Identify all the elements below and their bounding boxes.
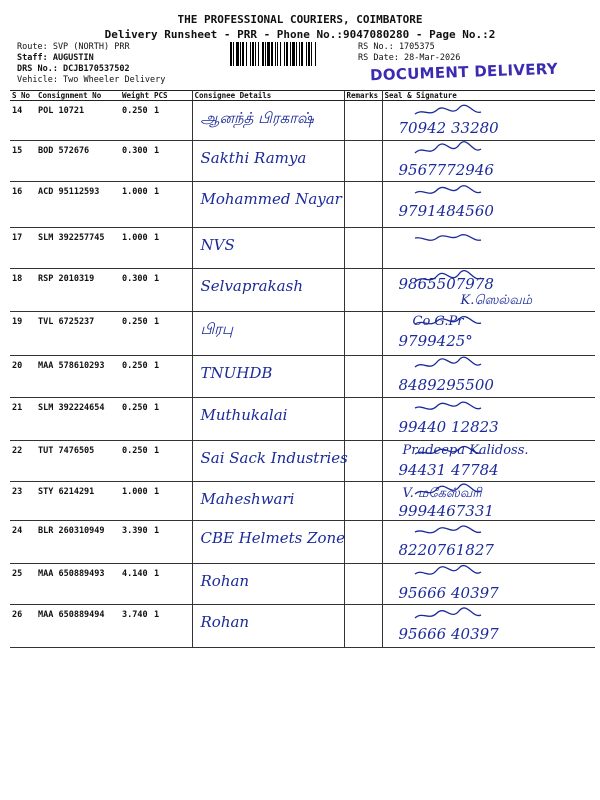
row-remarks xyxy=(344,269,382,312)
signature-scribble-icon xyxy=(413,182,483,200)
consignee-handwriting: பிரபு xyxy=(200,320,234,338)
row-signature-cell xyxy=(382,564,595,605)
row-consignment: STY 6214291 xyxy=(36,482,120,521)
row-remarks xyxy=(344,312,382,356)
col-consignee: Consignee Details xyxy=(192,91,344,101)
signature-scribble-icon xyxy=(413,356,483,374)
row-pcs: 1 xyxy=(152,269,192,312)
col-weight: Weight xyxy=(120,91,152,101)
consignee-handwriting: Rohan xyxy=(200,613,250,631)
row-weight: 0.250 xyxy=(120,441,152,482)
row-signature-cell xyxy=(382,441,595,482)
consignee-handwriting: Muthukalai xyxy=(200,406,288,424)
row-signature-cell xyxy=(382,398,595,441)
row-weight: 0.250 xyxy=(120,356,152,398)
table-row xyxy=(10,101,595,141)
row-sno: 16 xyxy=(10,182,36,228)
col-pcs: PCS xyxy=(152,91,192,101)
row-signature-cell xyxy=(382,182,595,228)
row-pcs: 1 xyxy=(152,312,192,356)
consignee-handwriting: TNUHDB xyxy=(200,364,273,382)
row-sno: 25 xyxy=(10,564,36,605)
row-weight: 1.000 xyxy=(120,182,152,228)
consignee-handwriting: ஆனந்த் பிரகாஷ் xyxy=(200,109,314,127)
rs-date-label: RS Date: 28-Mar-2026 xyxy=(358,53,461,63)
phone-handwriting: 99440 12823 xyxy=(398,418,499,436)
row-consignment: ACD 95112593 xyxy=(36,182,120,228)
row-pcs: 1 xyxy=(152,398,192,441)
row-consignee-cell xyxy=(192,605,344,648)
row-sno: 26 xyxy=(10,605,36,648)
row-signature-cell xyxy=(382,605,595,648)
signature-extra-handwriting: K.ஸெல்வம் xyxy=(460,293,533,308)
row-consignee-cell xyxy=(192,398,344,441)
row-sno: 21 xyxy=(10,398,36,441)
row-pcs: 1 xyxy=(152,605,192,648)
row-signature-cell xyxy=(382,228,595,269)
col-consignment: Consignment No xyxy=(36,91,120,101)
row-pcs: 1 xyxy=(152,482,192,521)
row-signature-cell xyxy=(382,269,595,312)
row-weight: 1.000 xyxy=(120,482,152,521)
row-sno: 14 xyxy=(10,101,36,141)
row-consignee-cell xyxy=(192,564,344,605)
phone-handwriting: 95666 40397 xyxy=(398,625,499,643)
row-consignee-cell xyxy=(192,312,344,356)
row-sno: 23 xyxy=(10,482,36,521)
signature-scribble-icon xyxy=(413,564,483,582)
consignee-handwriting: Sai Sack Industries xyxy=(200,449,348,467)
row-weight: 3.390 xyxy=(120,521,152,564)
row-remarks xyxy=(344,228,382,269)
vehicle-label: Vehicle: Two Wheeler Delivery xyxy=(17,75,166,85)
signature-extra-handwriting: Co G.Pr xyxy=(412,314,464,329)
row-remarks xyxy=(344,182,382,228)
row-consignment: MAA 578610293 xyxy=(36,356,120,398)
phone-handwriting: 8489295500 xyxy=(398,376,494,394)
row-sno: 18 xyxy=(10,269,36,312)
row-sno: 17 xyxy=(10,228,36,269)
phone-handwriting: 9994467331 xyxy=(398,502,494,520)
phone-handwriting: 95666 40397 xyxy=(398,584,499,602)
document-delivery-stamp: DOCUMENT DELIVERY xyxy=(369,59,559,85)
row-consignment: SLM 392257745 xyxy=(36,228,120,269)
signature-scribble-icon xyxy=(413,521,483,539)
row-remarks xyxy=(344,605,382,648)
consignee-handwriting: Selvaprakash xyxy=(200,277,303,295)
row-consignee-cell xyxy=(192,101,344,141)
table-row xyxy=(10,141,595,182)
phone-handwriting: 9791484560 xyxy=(398,202,494,220)
col-sno: S No xyxy=(10,91,36,101)
row-pcs: 1 xyxy=(152,182,192,228)
row-pcs: 1 xyxy=(152,564,192,605)
row-consignee-cell xyxy=(192,482,344,521)
row-consignee-cell xyxy=(192,441,348,482)
row-weight: 0.250 xyxy=(120,101,152,141)
signature-extra-handwriting: V. மகேஸ்வரி xyxy=(402,486,482,501)
phone-handwriting: 8220761827 xyxy=(398,541,494,559)
row-consignment: BLR 260310949 xyxy=(36,521,120,564)
row-weight: 0.300 xyxy=(120,141,152,182)
row-signature-cell xyxy=(382,482,595,521)
consignee-handwriting: Rohan xyxy=(200,572,250,590)
table-row xyxy=(10,356,595,398)
row-remarks xyxy=(344,141,382,182)
table-row xyxy=(10,564,595,605)
row-consignee-cell xyxy=(192,356,344,398)
phone-handwriting: 94431 47784 xyxy=(398,461,499,479)
rs-no-label: RS No.: 1705375 xyxy=(358,42,435,52)
signature-scribble-icon xyxy=(413,141,483,159)
row-weight: 1.000 xyxy=(120,228,152,269)
signature-scribble-icon xyxy=(413,398,483,416)
table-row xyxy=(10,398,595,441)
consignee-handwriting: CBE Helmets Zone xyxy=(200,529,346,547)
doc-subtitle: Delivery Runsheet - PRR - Phone No.:9047080280 - Page No.:2 xyxy=(104,28,496,41)
row-signature-cell xyxy=(382,356,595,398)
row-consignee-cell xyxy=(192,269,344,312)
row-weight: 0.300 xyxy=(120,269,152,312)
signature-extra-handwriting: Pradeepa Kalidoss. xyxy=(402,443,529,458)
delivery-table xyxy=(10,90,595,648)
row-consignment: MAA 650889494 xyxy=(36,605,120,648)
row-weight: 0.250 xyxy=(120,312,152,356)
table-row xyxy=(10,312,595,356)
row-remarks xyxy=(344,482,382,521)
table-row xyxy=(10,182,595,228)
consignee-handwriting: Maheshwari xyxy=(200,490,295,508)
barcode-image xyxy=(230,42,354,66)
row-consignment: TUT 7476505 xyxy=(36,441,120,482)
row-weight: 3.740 xyxy=(120,605,152,648)
table-row xyxy=(10,521,595,564)
row-consignment: POL 10721 xyxy=(36,101,120,141)
route-label: Route: SVP (NORTH) PRR xyxy=(17,42,130,52)
table-row xyxy=(10,269,595,312)
row-weight: 4.140 xyxy=(120,564,152,605)
consignee-handwriting: Sakthi Ramya xyxy=(200,149,307,167)
row-consignee-cell xyxy=(192,182,344,228)
row-pcs: 1 xyxy=(152,101,192,141)
row-remarks xyxy=(344,398,382,441)
row-remarks xyxy=(344,441,382,482)
row-remarks xyxy=(344,564,382,605)
col-remarks: Remarks xyxy=(344,91,382,101)
row-consignee-cell xyxy=(192,521,344,564)
row-sno: 19 xyxy=(10,312,36,356)
row-signature-cell xyxy=(382,312,595,356)
row-sno: 20 xyxy=(10,356,36,398)
table-header-row xyxy=(10,91,595,101)
consignee-handwriting: Mohammed Nayar xyxy=(200,190,342,208)
table-row xyxy=(10,441,595,482)
row-remarks xyxy=(344,521,382,564)
row-pcs: 1 xyxy=(152,356,192,398)
signature-scribble-icon xyxy=(413,228,483,246)
row-pcs: 1 xyxy=(152,441,192,482)
col-signature: Seal & Signature xyxy=(382,91,595,101)
row-signature-cell xyxy=(382,521,595,564)
row-consignee-cell xyxy=(192,141,344,182)
phone-handwriting: 70942 33280 xyxy=(398,119,499,137)
row-consignment: SLM 392224654 xyxy=(36,398,120,441)
row-consignment: RSP 2010319 xyxy=(36,269,120,312)
drs-label: DRS No.: DCJB170537502 xyxy=(17,64,130,74)
row-signature-cell xyxy=(382,141,595,182)
table-row xyxy=(10,482,595,521)
phone-handwriting: 9865507978 xyxy=(398,275,494,293)
signature-scribble-icon xyxy=(413,605,483,623)
row-consignment: MAA 650889493 xyxy=(36,564,120,605)
row-consignment: TVL 6725237 xyxy=(36,312,120,356)
signature-scribble-icon xyxy=(413,101,483,119)
consignee-handwriting: NVS xyxy=(200,236,235,254)
row-remarks xyxy=(344,356,382,398)
row-signature-cell xyxy=(382,101,595,141)
row-pcs: 1 xyxy=(152,521,192,564)
row-sno: 22 xyxy=(10,441,36,482)
table-row xyxy=(10,228,595,269)
row-sno: 15 xyxy=(10,141,36,182)
staff-label: Staff: AUGUSTIN xyxy=(17,53,94,63)
row-consignment: BOD 572676 xyxy=(36,141,120,182)
row-pcs: 1 xyxy=(152,228,192,269)
row-remarks xyxy=(344,101,382,141)
phone-handwriting: 9799425° xyxy=(398,332,473,350)
row-weight: 0.250 xyxy=(120,398,152,441)
row-consignee-cell xyxy=(192,228,344,269)
row-sno: 24 xyxy=(10,521,36,564)
row-pcs: 1 xyxy=(152,141,192,182)
phone-handwriting: 9567772946 xyxy=(398,161,494,179)
doc-title: THE PROFESSIONAL COURIERS, COIMBATORE xyxy=(177,13,423,26)
table-row xyxy=(10,605,595,648)
